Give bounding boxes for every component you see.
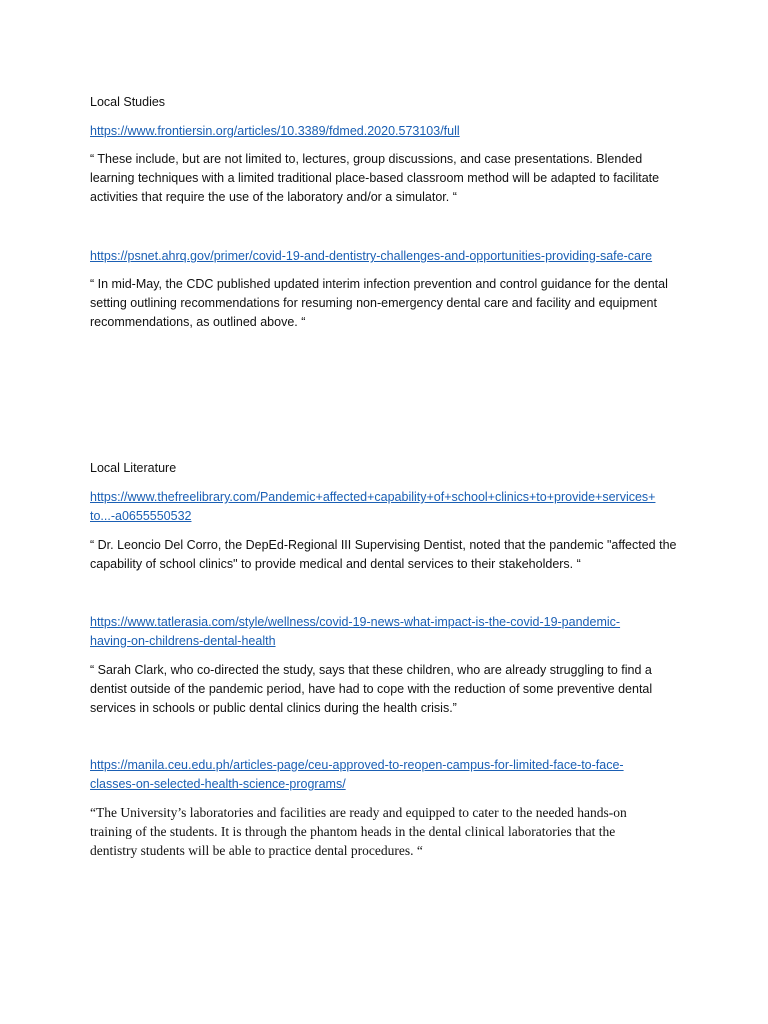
link-tatlerasia-line-1[interactable]: https://www.tatlerasia.com/style/wellness/covid-19-news-what-impact-is-the-covid-19-pandemic- (90, 615, 621, 629)
link-tatlerasia-line-2[interactable]: having-on-childrens-dental-health (90, 633, 276, 648)
link-thefreelibrary-line-1[interactable]: https://www.thefreelibrary.com/Pandemic+affected+capability+of+school+clinics+to+provide+services+ (90, 490, 656, 504)
link-thefreelibrary-line-2[interactable]: to...-a0655550532 (90, 508, 192, 523)
link-ceu-manila-line-1[interactable]: https://manila.ceu.edu.ph/articles-page/ceu-approved-to-reopen-campus-for-limited-face-to-face- (90, 758, 624, 772)
section-heading-local-literature: Local Literature (90, 461, 177, 475)
link-ceu-manila-line-2[interactable]: classes-on-selected-health-science-programs/ (90, 776, 346, 791)
link-frontiersin[interactable]: https://www.frontiersin.org/articles/10.3389/fdmed.2020.573103/full (90, 124, 460, 138)
section-heading-local-studies: Local Studies (90, 95, 166, 109)
link-ceu-manila[interactable] (90, 756, 690, 793)
quote-psnet-ahrq: “ In mid-May, the CDC published updated interim infection prevention and control guidance for the dental setting outlining recommendations for resuming non-emergency dental care and facility and equipment recommendations, as outlined above. “ (90, 277, 668, 329)
link-thefreelibrary[interactable] (90, 488, 690, 525)
quote-tatlerasia: “ Sarah Clark, who co-directed the study, says that these children, who are already struggling to find a dentist outside of the pandemic period, have had to cope with the reduction of some preventive dental services in schools or public dental clinics during the health crisis.” (90, 663, 653, 715)
quote-thefreelibrary: “ Dr. Leoncio Del Corro, the DepEd-Regional III Supervising Dentist, noted that the pandemic "affected the capability of school clinics" to provide medical and dental services to their stakeholders. “ (90, 538, 677, 571)
link-tatlerasia[interactable] (90, 613, 690, 650)
link-psnet-ahrq[interactable]: https://psnet.ahrq.gov/primer/covid-19-and-dentistry-challenges-and-opportunities-providing-safe-care (90, 249, 653, 263)
quote-ceu-manila: “The University’s laboratories and facilities are ready and equipped to cater to the needed hands-on training of the students. It is through the phantom heads in the dental clinical laboratories that the dentistry students will be able to practice dental procedures. “ (90, 805, 627, 858)
quote-frontiersin: “ These include, but are not limited to, lectures, group discussions, and case presentations. Blended learning techniques with a limited traditional place-based classroom method will be adapted to facilitate activities that require the use of the laboratory and/or a simulator. “ (90, 152, 660, 204)
